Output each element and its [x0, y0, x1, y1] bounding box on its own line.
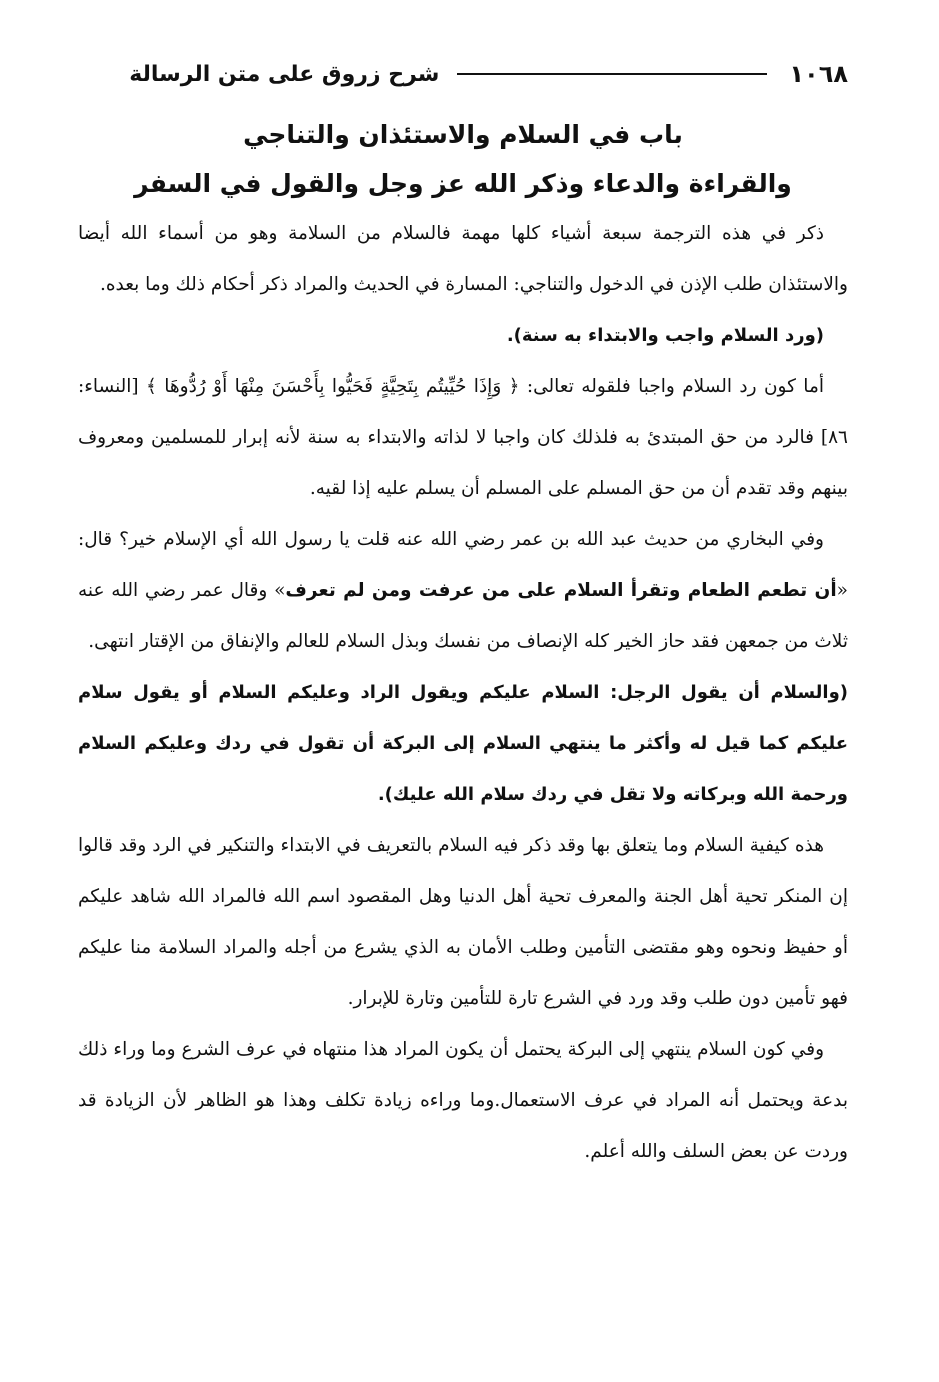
paragraph-reply-obligation: أما كون رد السلام واجبا فلقوله تعالى: ﴿ وَإِذَا حُيِّيتُم بِتَحِيَّةٍ فَحَيُّوا بِأَحْسَنَ مِنْهَا أَوْ رُدُّوهَا ﴾ [النساء: ٨٦] فالرد من حق المبتدئ به فلذلك كان واجبا لا لذاته والابتداء به سنة لأنه إبرار للمسلمين ومعروف بينهم وقد تقدم أن من حق المسلم على المسلم أن يسلم عليه إذا لقيه. — [78, 376, 848, 499]
chapter-title — [78, 110, 848, 208]
hadith-text: أن تطعم الطعام وتقرأ السلام على من عرفت ومن لم تعرف — [285, 580, 837, 601]
paragraph-baraka: وفي كون السلام ينتهي إلى البركة يحتمل أن يكون المراد هذا منتهاه في عرف الشرع وما وراء ذلك بدعة ويحتمل أنه المراد في عرف الاستعمال.وما وراءه زيادة تكلف وهذا هو الظاهر لأن الزيادة قد وردت عن بعض السلف والله أعلم. — [78, 1039, 848, 1162]
book-title: شرح زروق على متن الرسالة — [129, 61, 440, 87]
book-page — [78, 52, 848, 1352]
paragraph-bukhari-hadith — [78, 514, 848, 667]
matn-quote-1: (ورد السلام واجب والابتداء به سنة). — [506, 325, 824, 346]
hadith-continuation: » وقال عمر رضي الله عنه ثلاث من جمعهن فقد حاز الخير كله الإنصاف من نفسك وبذل السلام للعالم والإنفاق من الإقتار انتهى. — [78, 580, 848, 652]
paragraph-greeting-form: هذه كيفية السلام وما يتعلق بها وقد ذكر فيه السلام بالتعريف في الابتداء والتنكير في الرد وقد قالوا إن المنكر تحية أهل الجنة والمعرف تحية أهل الدنيا وهل المقصود اسم الله فالمراد الله شاهد عليكم أو حفيظ ونحوه وهو مقتضى التأمين وطلب الأمان به الذي يشرع من أجله والمراد السلامة منا عليكم فهو تأمين دون طلب وقد ورد في الشرع تارة للتأمين وتارة للإبرار. — [78, 835, 848, 1009]
hadith-intro: وفي البخاري من حديث عبد الله بن عمر رضي الله عنه قلت يا رسول الله أي الإسلام خير؟ قال: « — [78, 529, 848, 601]
paragraph-intro: ذكر في هذه الترجمة سبعة أشياء كلها مهمة فالسلام من السلامة وهو من أسماء الله أيضا والاستئذان طلب الإذن في الدخول والتناجي: المسارة في الحديث والمراد ذكر أحكام ذلك وما بعده. — [78, 223, 848, 295]
page-number: ١٠٦٨ — [789, 60, 848, 88]
running-header — [78, 52, 848, 96]
matn-quote-2: (والسلام أن يقول الرجل: السلام عليكم ويقول الراد وعليكم السلام أو يقول سلام عليكم كما قيل له وأكثر ما ينتهي السلام إلى البركة أن تقول في ردك وعليكم السلام ورحمة الله وبركاته ولا تقل في ردك سلام الله عليك). — [78, 682, 848, 805]
header-divider — [457, 73, 767, 75]
chapter-title-line-2: والقراءة والدعاء وذكر الله عز وجل والقول في السفر — [134, 169, 792, 198]
chapter-title-line-1: باب في السلام والاستئذان والتناجي — [243, 120, 683, 149]
